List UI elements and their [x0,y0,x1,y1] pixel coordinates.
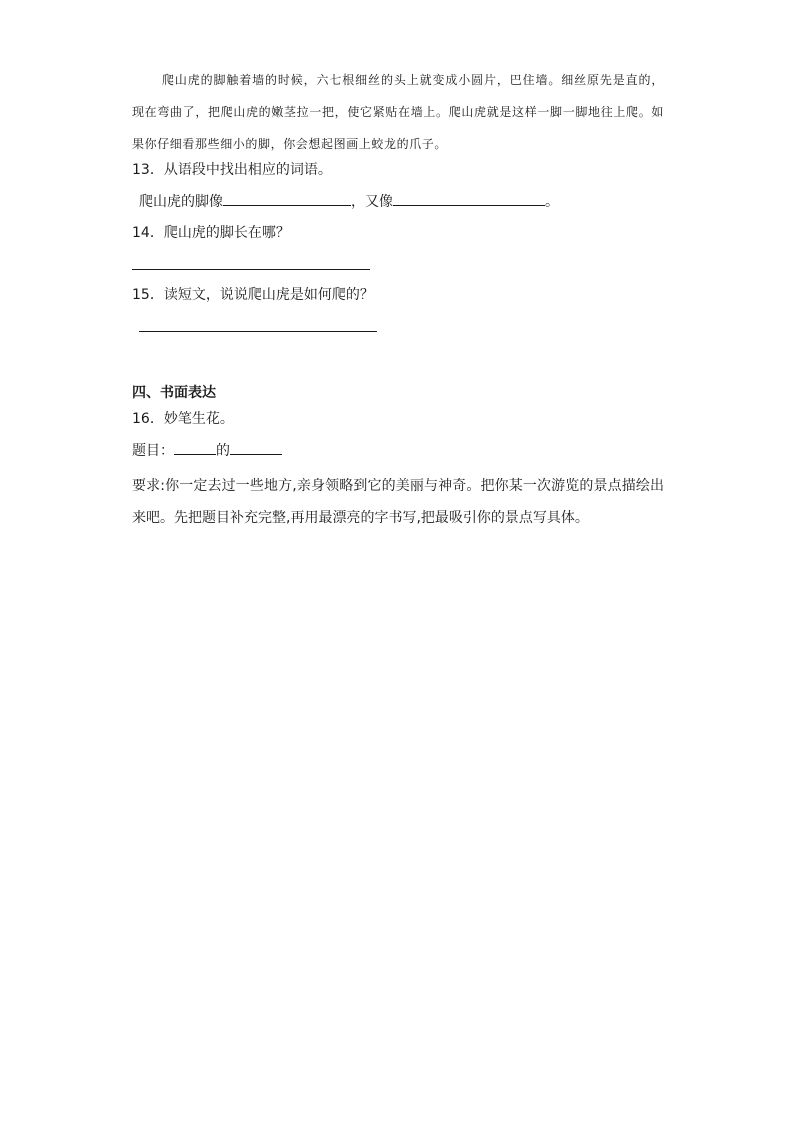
answer-blank-13b[interactable] [393,191,545,206]
section-4-heading: 四、书面表达 [132,385,216,401]
answer-blank-13a[interactable] [223,191,351,206]
question-13-answer-line [139,191,559,212]
reading-passage: 爬山虎的脚触着墙的时候，六七根细丝的头上就变成小圆片，巴住墙。细丝原先是直的，现在弯曲了，把爬山虎的嫩茎拉一把，使它紧贴在墙上。爬山虎就是这样一脚一脚地往上爬。如果你仔细看那些细小的脚，你会想起图画上蛟龙的爪子。 [132,73,664,151]
title-label: 题目： [132,443,174,459]
question-13-prompt: 13．从语段中找出相应的词语。 [132,162,332,178]
essay-title-line [132,440,282,461]
title-blank-place[interactable] [174,440,216,455]
question-15-prompt: 15．读短文，说说爬山虎是如何爬的？ [132,287,374,303]
question-13-part1: 爬山虎的脚像 [139,194,223,210]
answer-line-15[interactable] [139,331,377,332]
answer-line-14[interactable] [132,269,370,270]
title-blank-noun[interactable] [230,440,282,455]
question-13-end: 。 [545,194,559,210]
title-middle: 的 [216,443,230,459]
essay-requirement: 要求:你一定去过一些地方,亲身领略到它的美丽与神奇。把你某一次游览的景点描绘出来吧。先把题目补充完整,再用最漂亮的字书写,把最吸引你的景点写具体。 [132,478,664,526]
question-14-prompt: 14．爬山虎的脚长在哪？ [132,225,290,241]
question-16-prompt: 16．妙笔生花。 [132,411,234,427]
question-13-separator: ，又像 [351,194,393,210]
